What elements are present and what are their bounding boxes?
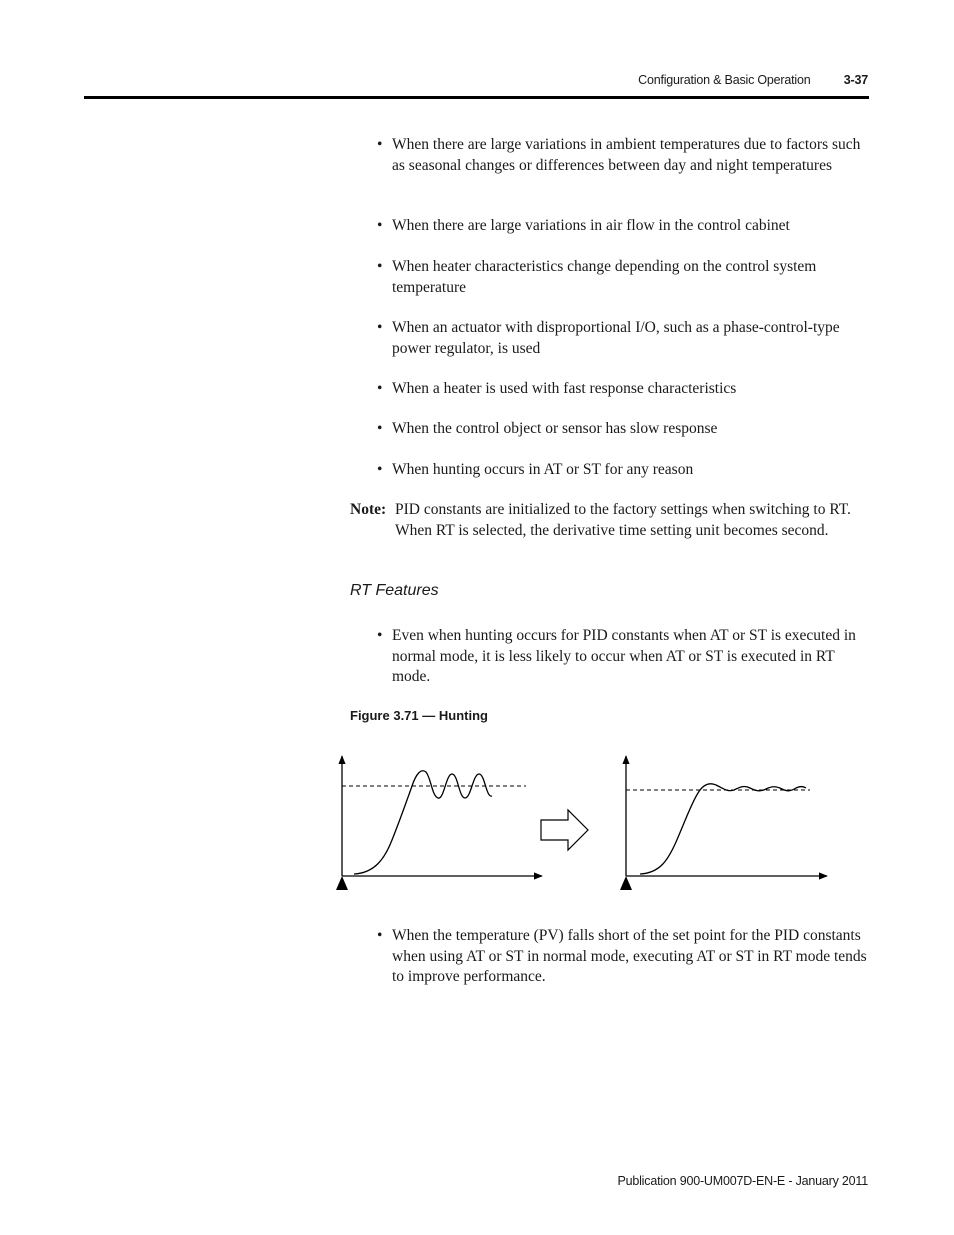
- list-item: • When an actuator with disproportional I/O, such as a phase-control-type power regulator, is used: [377, 319, 840, 357]
- note-label: Note:: [350, 501, 387, 518]
- graph-normal-mode: [336, 756, 542, 890]
- bullet-dot: •: [377, 380, 383, 397]
- subheading: RT Features: [350, 582, 439, 599]
- list-item: • When hunting occurs in AT or ST for any reason: [377, 460, 869, 481]
- bullet-dot: •: [377, 136, 383, 153]
- graph-rt-mode: [620, 756, 827, 890]
- list-item: • When there are large variations in air flow in the control cabinet: [377, 216, 869, 237]
- list-item: • When heater characteristics change depending on the control system temperature: [377, 258, 817, 296]
- header-page-number: 3-37: [843, 73, 868, 87]
- note-block: [350, 500, 870, 541]
- origin-marker-icon: [336, 876, 348, 890]
- bullet-dot: •: [377, 927, 383, 944]
- list-item: • When a heater is used with fast response characteristics: [377, 379, 869, 400]
- note-text: PID constants are initialized to the factory settings when switching to RT. When RT is selected, the derivative time setting unit becomes second.: [395, 501, 851, 539]
- list-item: • Even when hunting occurs for PID constants when AT or ST is executed in normal mode, it is less likely to occur when AT or ST is executed in RT mode.: [377, 627, 856, 685]
- bullet-dot: •: [377, 461, 383, 478]
- bullet-dot: •: [377, 217, 383, 234]
- hunting-figure: [330, 748, 840, 898]
- list-item: • When the temperature (PV) falls short of the set point for the PID constants when using AT or ST in normal mode, executing AT or ST in RT mode tends to improve performance.: [377, 927, 867, 985]
- figure-caption: Figure 3.71 — Hunting: [350, 708, 488, 723]
- transition-arrow-icon: [541, 810, 588, 850]
- running-header: [638, 73, 868, 87]
- bullet-dot: •: [377, 258, 383, 275]
- origin-marker-icon: [620, 876, 632, 890]
- list-item: • When the control object or sensor has slow response: [377, 419, 869, 440]
- header-section-title: Configuration & Basic Operation: [638, 73, 811, 87]
- header-rule: [84, 96, 869, 99]
- footer-publication: Publication 900-UM007D-EN-E - January 2011: [617, 1174, 868, 1188]
- bullet-dot: •: [377, 627, 383, 644]
- bullet-dot: •: [377, 420, 383, 437]
- list-item: • When there are large variations in ambient temperatures due to factors such as seasonal changes or differences between day and night temperatures: [377, 136, 861, 174]
- pv-curve-stable: [640, 784, 806, 874]
- bullet-dot: •: [377, 319, 383, 336]
